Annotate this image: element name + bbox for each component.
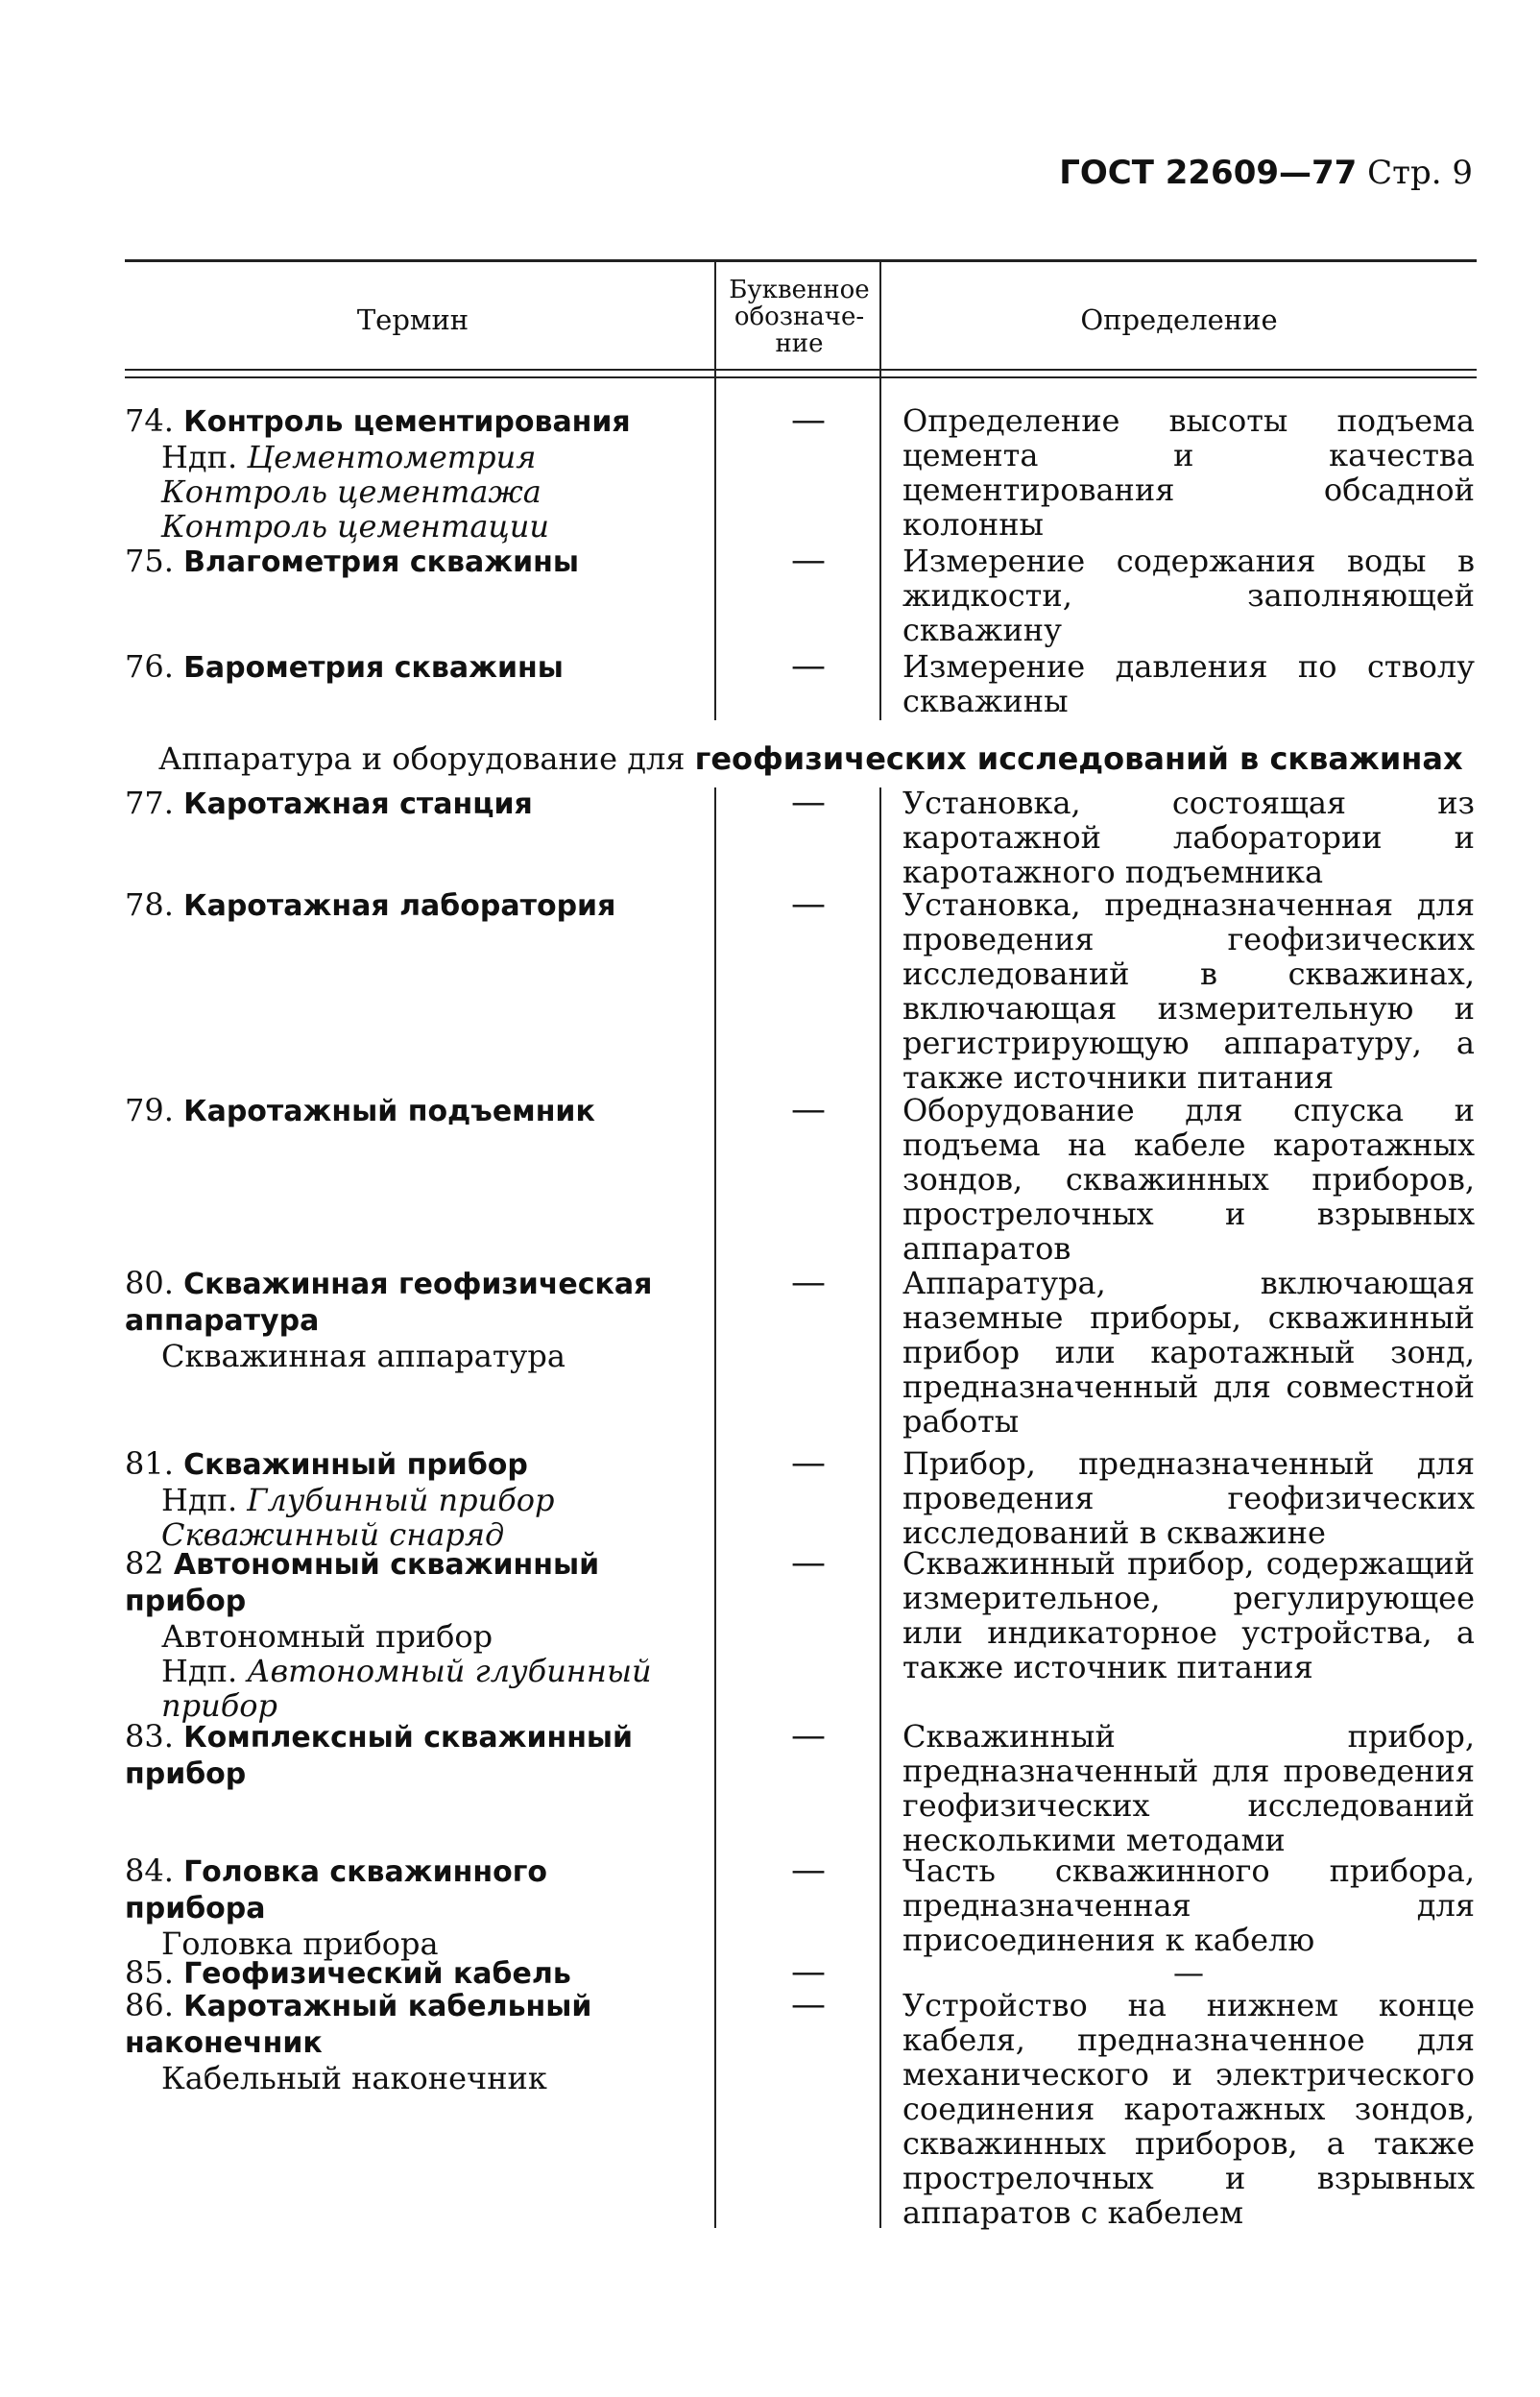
letter-designation: — bbox=[791, 1985, 826, 2024]
letter-designation: — bbox=[791, 1716, 826, 1755]
deprecated-mark: Ндп. bbox=[161, 1482, 248, 1518]
term-cell bbox=[125, 1093, 697, 1129]
term-number: 78. bbox=[125, 886, 184, 923]
term-name: Геофизический кабель bbox=[183, 1957, 571, 1991]
deprecated-mark: Ндп. bbox=[161, 1653, 248, 1689]
term-name: Контроль цементирования bbox=[183, 405, 631, 439]
term-cell bbox=[125, 649, 697, 686]
term-name: Комплексный скважинный прибор bbox=[125, 1721, 634, 1791]
letter-designation: — bbox=[791, 1443, 826, 1483]
term-cell bbox=[125, 1446, 697, 1552]
allowed-synonym: Кабельный наконечник bbox=[161, 2060, 547, 2096]
term-cell bbox=[125, 887, 697, 924]
deprecated-term: Скважинный снаряд bbox=[161, 1516, 505, 1553]
letter-designation: — bbox=[791, 1543, 826, 1583]
page-number: Стр. 9 bbox=[1367, 154, 1473, 192]
letter-designation: — bbox=[791, 541, 826, 580]
table-top-rule bbox=[125, 259, 1477, 262]
letter-designation: — bbox=[791, 1851, 826, 1890]
term-title bbox=[125, 1546, 697, 1619]
term-name: Автономный скважинный прибор bbox=[125, 1548, 600, 1618]
term-number: 86. bbox=[125, 1987, 184, 2023]
term-number: 74. bbox=[125, 402, 184, 439]
column-divider-right-top bbox=[879, 259, 881, 720]
definition-cell: Измерение давления по стволу скважины bbox=[902, 648, 1475, 719]
term-name: Влагометрия скважины bbox=[183, 545, 579, 579]
term-number: 79. bbox=[125, 1092, 184, 1128]
term-title bbox=[125, 1988, 697, 2061]
definition-cell: Устройство на нижнем конце кабеля, предназначенное для механического и электрического соединения каротажных зондов, скважинных приборов, а также прострелочных и взрывных аппаратов с кабелем bbox=[902, 1987, 1475, 2231]
term-title bbox=[125, 887, 697, 924]
letter-designation: — bbox=[791, 884, 826, 924]
column-header-term: Термин bbox=[356, 303, 469, 336]
column-header-definition: Определение bbox=[1080, 303, 1278, 336]
term-name: Скважинный прибор bbox=[183, 1448, 528, 1482]
term-number: 84. bbox=[125, 1852, 184, 1889]
deprecated-synonym bbox=[125, 1654, 697, 1723]
deprecated-synonym bbox=[125, 1483, 697, 1517]
term-number: 83. bbox=[125, 1718, 184, 1755]
term-number: 81. bbox=[125, 1445, 184, 1482]
term-number: 80. bbox=[125, 1265, 184, 1301]
allowed-synonym: Головка прибора bbox=[161, 1925, 439, 1962]
term-title bbox=[125, 1955, 697, 1992]
definition-cell: Установка, состоящая из каротажной лаборатории и каротажного подъемника bbox=[902, 785, 1475, 890]
term-number: 82 bbox=[125, 1545, 174, 1582]
section-heading: Аппаратура и оборудование для геофизических исследований в скважинах bbox=[158, 740, 1463, 777]
definition-cell: Установка, предназначенная для проведения геофизических исследований в скважинах, включающая измерительную и регистрирующую аппаратуру, а также источники питания bbox=[902, 886, 1475, 1096]
term-cell bbox=[125, 1546, 697, 1723]
standard-number: ГОСТ 22609—77 bbox=[1059, 154, 1358, 192]
term-cell bbox=[125, 403, 697, 544]
deprecated-term: Автономный глубинный прибор bbox=[161, 1653, 652, 1724]
definition-cell: Прибор, предназначенный для проведения геофизических исследований в скважине bbox=[902, 1445, 1475, 1551]
term-title bbox=[125, 544, 697, 580]
definition-cell: Скважинный прибор, предназначенный для проведения геофизических исследований несколькими методами bbox=[902, 1718, 1475, 1858]
letter-designation: — bbox=[791, 783, 826, 822]
deprecated-term: Глубинный прибор bbox=[247, 1482, 555, 1518]
term-name: Каротажный подъемник bbox=[183, 1095, 595, 1128]
term-name: Каротажная станция bbox=[183, 787, 533, 821]
letter-designation: — bbox=[791, 1090, 826, 1129]
column-divider-left-bottom bbox=[714, 787, 716, 2228]
column-divider-right-bottom bbox=[879, 787, 881, 2228]
term-name: Скважинная геофизическая аппаратура bbox=[125, 1268, 653, 1338]
term-title bbox=[125, 1446, 697, 1483]
term-title bbox=[125, 1853, 697, 1926]
column-divider-left-top bbox=[714, 259, 716, 720]
term-title bbox=[125, 403, 697, 440]
term-cell bbox=[125, 1266, 697, 1373]
term-cell bbox=[125, 544, 697, 580]
deprecated-synonym bbox=[125, 509, 697, 544]
term-title bbox=[125, 1719, 697, 1792]
deprecated-synonym bbox=[125, 474, 697, 509]
term-cell bbox=[125, 786, 697, 822]
deprecated-term: Контроль цементажа bbox=[161, 473, 541, 510]
definition-cell: Часть скважинного прибора, предназначенная для присоединения к кабелю bbox=[902, 1852, 1475, 1958]
term-cell bbox=[125, 1853, 697, 1961]
term-name: Каротажная лаборатория bbox=[183, 889, 616, 923]
term-title bbox=[125, 649, 697, 686]
allowed-synonym: Автономный прибор bbox=[161, 1618, 493, 1655]
term-number: 75. bbox=[125, 543, 184, 579]
definition-cell: Скважинный прибор, содержащий измерительное, регулирующее или индикаторное устройства, а также источник питания bbox=[902, 1545, 1475, 1685]
term-cell bbox=[125, 1719, 697, 1792]
letter-designation: — bbox=[791, 646, 826, 686]
deprecated-synonym bbox=[125, 440, 697, 474]
term-cell bbox=[125, 1955, 697, 1992]
definition-cell: — bbox=[1173, 1954, 1204, 1991]
term-name: Каротажный кабельный наконечник bbox=[125, 1990, 592, 2060]
letter-designation: — bbox=[791, 400, 826, 440]
term-title bbox=[125, 786, 697, 822]
term-title bbox=[125, 1093, 697, 1129]
term-cell bbox=[125, 1988, 697, 2095]
page-header bbox=[1059, 154, 1473, 192]
definition-cell: Оборудование для спуска и подъема на кабеле каротажных зондов, скважинных приборов, прострелочных и взрывных аппаратов bbox=[902, 1092, 1475, 1267]
definition-cell: Аппаратура, включающая наземные приборы, скважинный прибор или каротажный зонд, предназначенный для совместной работы bbox=[902, 1265, 1475, 1440]
column-header-letter: Буквенное обозначение bbox=[729, 276, 870, 358]
definition-cell: Измерение содержания воды в жидкости, заполняющей скважину bbox=[902, 543, 1475, 648]
allowed-synonym: Скважинная аппаратура bbox=[161, 1338, 565, 1374]
term-number: 85. bbox=[125, 1954, 184, 1991]
term-name: Барометрия скважины bbox=[183, 651, 564, 685]
term-title bbox=[125, 1266, 697, 1339]
term-name: Головка скважинного прибора bbox=[125, 1855, 548, 1925]
term-number: 76. bbox=[125, 648, 184, 685]
table-header-rule bbox=[125, 369, 1477, 378]
definition-cell: Определение высоты подъема цемента и качества цементирования обсадной колонны bbox=[902, 402, 1475, 543]
deprecated-mark: Ндп. bbox=[161, 439, 248, 475]
letter-designation: — bbox=[791, 1263, 826, 1302]
deprecated-term: Контроль цементации bbox=[161, 508, 549, 545]
deprecated-term: Цементометрия bbox=[247, 439, 537, 475]
letter-designation: — bbox=[791, 1952, 826, 1992]
term-number: 77. bbox=[125, 785, 184, 821]
